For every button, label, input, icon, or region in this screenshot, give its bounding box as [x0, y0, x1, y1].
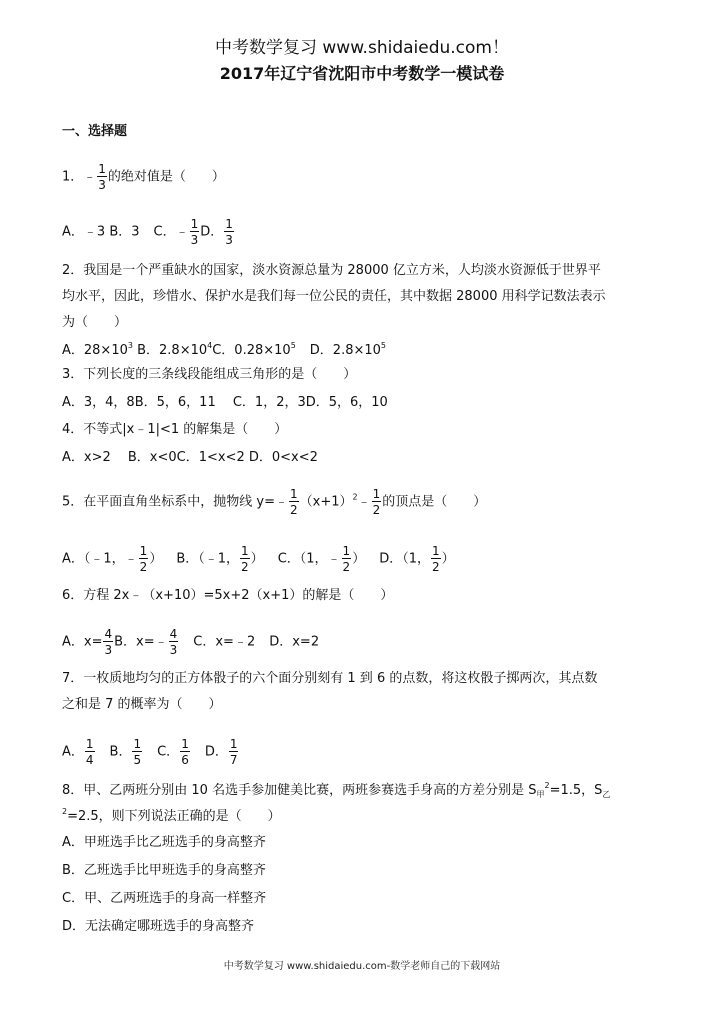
page-title: 2017年辽宁省沈阳市中考数学一模试卷: [219, 64, 505, 83]
fraction: $\frac{1}{2}$: [372, 487, 381, 517]
question-2-line-2: 均水平，因此，珍惜水、保护水是我们每一位公民的责任，其中数据 28000 用科学记数法表示: [62, 289, 606, 304]
fraction: $\frac{1}{2}$: [342, 544, 351, 574]
question-2-line-1: 2．我国是一个严重缺水的国家，淡水资源总量为 28000 亿立方米，人均淡水资源低于世界平: [62, 263, 601, 278]
question-3-stem: 3．下列长度的三条线段能组成三角形的是（ ）: [62, 367, 357, 382]
question-3-options: A．3，4，8B．5，6，11 C．1，2，3D．5，6，10: [62, 395, 388, 410]
fraction: $\frac{1}{7}$: [229, 737, 238, 767]
fraction: $\frac{4}{3}$: [169, 627, 178, 657]
question-1-stem: 1．﹣ $\frac{1}{3}$ 的绝对值是（ ）: [62, 162, 225, 192]
fraction: $\frac{4}{3}$: [104, 627, 113, 657]
question-2-line-3: 为（ ）: [62, 315, 128, 330]
fraction: $\frac{1}{2}$: [290, 487, 298, 517]
question-7-options: A． $\frac{1}{4}$ B． $\frac{1}{5}$ C． $\frac{1}{6}$ D． $\frac{1}{7}$: [62, 737, 238, 767]
question-5-stem: 5．在平面直角坐标系中，抛物线 y=﹣ $\frac{1}{2}$ $(x+1)^2﹣$ $\frac{1}{2}$ 的顶点是（ ）: [62, 487, 487, 517]
question-1-options: A．﹣3 B．3 C．﹣ $\frac{1}{3}$ D． $\frac{1}{3}$: [62, 217, 233, 247]
fraction: $\frac{1}{2}$: [139, 544, 148, 574]
page-footer: 中考数学复习 www.shidaiedu.com-数学老师自己的下载网站: [223, 961, 501, 972]
question-7-line-2: 之和是 7 的概率为（ ）: [62, 697, 222, 712]
fraction: $\frac{1}{3}$: [190, 217, 199, 247]
question-4-stem: 4．不等式|x﹣1|<1 的解集是（ ）: [62, 422, 288, 437]
fraction: $\frac{1}{6}$: [181, 737, 189, 767]
question-8-option-b: B．乙班选手比甲班选手的身高整齐: [62, 863, 266, 878]
fraction: $\frac{1}{4}$: [85, 737, 94, 767]
fraction: $\frac{1}{2}$: [241, 544, 249, 574]
question-5-options: A．（﹣1，﹣ $\frac{1}{2}$ ） B．（﹣1， $\frac{1}{2}$ ） C．（1，﹣ $\frac{1}{2}$ ） D．（1， $\frac{1}{2}$ ）: [62, 544, 455, 574]
question-6-options: A．x= $\frac{4}{3}$ B．x=﹣ $\frac{4}{3}$ C．x=﹣2 D．x=2: [62, 627, 320, 657]
fraction: $\frac{1}{3}$: [98, 162, 106, 192]
question-8-option-d: D．无法确定哪班选手的身高整齐: [62, 919, 255, 934]
question-8-line-2: $^2$=2.5，则下列说法正确的是（ ）: [62, 807, 281, 824]
question-6-stem: 6．方程 2x﹣（x+10）=5x+2（x+1）的解是（ ）: [62, 588, 394, 603]
fraction: $\frac{1}{5}$: [133, 737, 142, 767]
question-8-option-a: A．甲班选手比乙班选手的身高整齐: [62, 835, 266, 850]
fraction: $\frac{1}{3}$: [225, 217, 233, 247]
question-7-line-1: 7．一枚质地均匀的正方体骰子的六个面分别刻有 1 到 6 的点数，将这枚骰子掷两次，其点数: [62, 671, 598, 686]
header-top-line: 中考数学复习 www.shidaiedu.com！: [215, 38, 509, 58]
section-heading: 一、选择题: [62, 124, 128, 139]
question-2-options: A．$28\times 10^3$ B．$2.8\times 10^4C$．$0.28\times 10^5$ D．$2.8\times 10^5$: [62, 341, 387, 358]
question-8-line-1: 8．甲、乙两班分别由 10 名选手参加健美比赛，两班参赛选手身高的方差分别是 $S_甲^2=1.5$，$S_乙$: [62, 781, 611, 799]
fraction: $\frac{1}{2}$: [432, 544, 440, 574]
question-8-option-c: C．甲、乙两班选手的身高一样整齐: [62, 891, 267, 906]
question-4-options: A．x>2 B．x<0C．1<x<2 D．0<x<2: [62, 450, 318, 465]
